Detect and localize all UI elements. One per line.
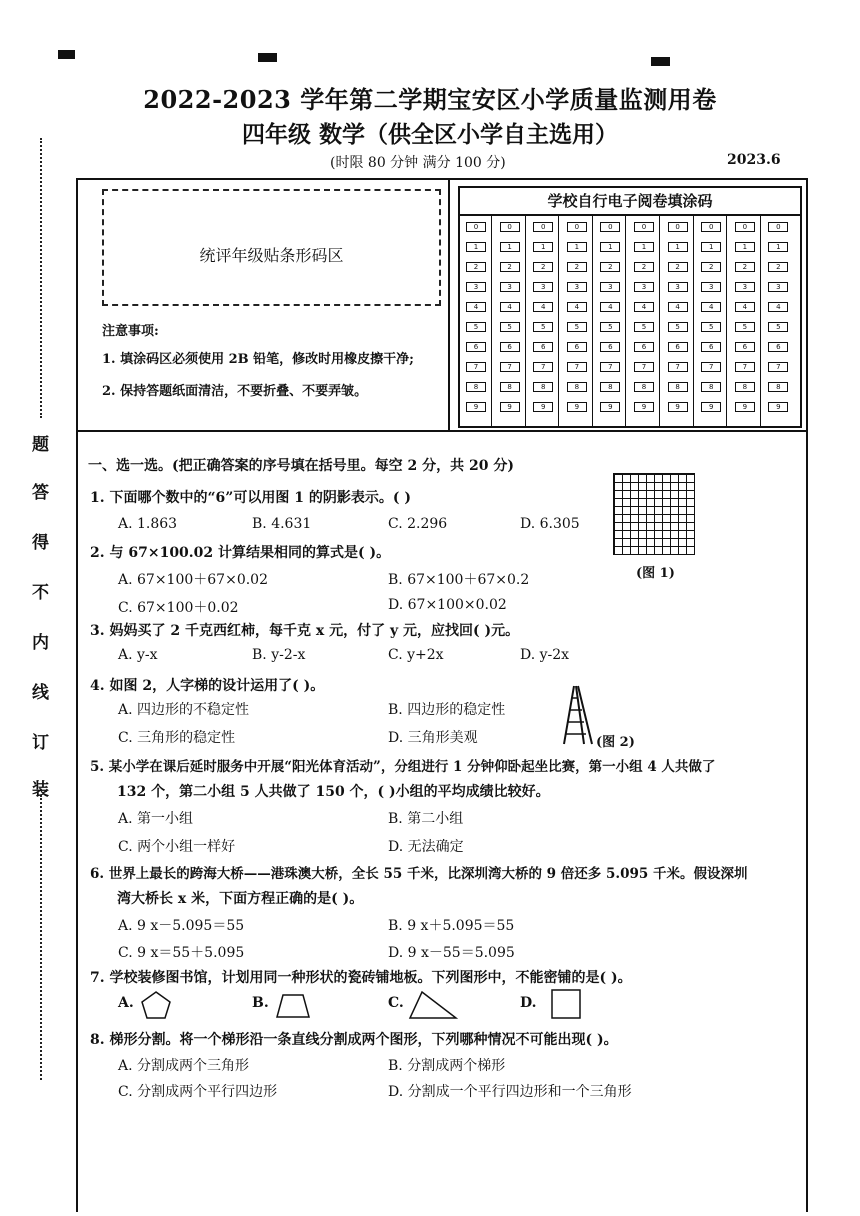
omr-bubble[interactable]: 5 [768, 322, 788, 332]
binding-char: 得 [32, 533, 49, 553]
binding-char: 题 [32, 435, 49, 455]
omr-bubble[interactable]: 9 [668, 402, 688, 412]
omr-bubble[interactable]: 4 [567, 302, 587, 312]
omr-bubble[interactable]: 0 [668, 222, 688, 232]
question-4: 4. 如图 2，人字梯的设计运用了( )。 [90, 678, 325, 694]
omr-column [729, 214, 761, 426]
omr-bubble[interactable]: 2 [600, 262, 620, 272]
section-title: 一、选一选。(把正确答案的序号填在括号里。每空 2 分，共 20 分) [88, 458, 514, 474]
omr-bubble[interactable]: 0 [600, 222, 620, 232]
omr-column [460, 214, 492, 426]
figure-1-grid [613, 473, 695, 555]
omr-bubble[interactable]: 6 [701, 342, 721, 352]
note-item: 1. 填涂码区必须使用 2B 铅笔，修改时用橡皮擦干净; [102, 352, 414, 367]
omr-bubble[interactable]: 1 [600, 242, 620, 252]
trapezoid-shape [275, 993, 311, 1019]
question-8: 8. 梯形分割。将一个梯形沿一条直线分割成两个图形，下列哪种情况不可能出现( )。 [90, 1032, 618, 1048]
option-6b: B. 9 x＋5.095＝55 [388, 918, 515, 934]
omr-bubble[interactable]: 1 [735, 242, 755, 252]
exam-subtitle: 四年级 数学（供全区小学自主选用） [241, 121, 618, 148]
binding-dotted-line-top [40, 138, 42, 418]
omr-bubble[interactable]: 3 [701, 282, 721, 292]
omr-bubble[interactable]: 7 [500, 362, 520, 372]
option-3b: B. y-2-x [252, 647, 306, 663]
omr-bubble[interactable]: 4 [466, 302, 486, 312]
omr-bubble[interactable]: 0 [634, 222, 654, 232]
option-8d: D. 分割成一个平行四边形和一个三角形 [388, 1084, 632, 1100]
binding-char: 内 [32, 633, 49, 653]
omr-bubble[interactable]: 6 [668, 342, 688, 352]
note-item: 2. 保持答题纸面清洁，不要折叠、不要弄皱。 [102, 384, 368, 399]
exam-title: 2022-2023 学年第二学期宝安区小学质量监测用卷 [143, 85, 717, 114]
omr-bubble[interactable]: 8 [634, 382, 654, 392]
omr-bubble[interactable]: 9 [500, 402, 520, 412]
option-8a: A. 分割成两个三角形 [118, 1058, 250, 1074]
omr-bubble[interactable]: 1 [668, 242, 688, 252]
omr-bubble[interactable]: 8 [466, 382, 486, 392]
omr-bubble[interactable]: 3 [600, 282, 620, 292]
omr-bubble[interactable]: 3 [500, 282, 520, 292]
binding-dotted-line-bottom [40, 795, 42, 1080]
omr-bubble[interactable]: 2 [735, 262, 755, 272]
omr-bubble[interactable]: 3 [634, 282, 654, 292]
omr-bubble[interactable]: 0 [701, 222, 721, 232]
omr-bubble[interactable]: 1 [634, 242, 654, 252]
option-5b: B. 第二小组 [388, 811, 464, 827]
question-7: 7. 学校装修图书馆，计划用同一种形状的瓷砖铺地板。下列图形中，不能密铺的是( )。 [90, 970, 632, 986]
question-2: 2. 与 67×100.02 计算结果相同的算式是( )。 [90, 545, 391, 561]
omr-bubble[interactable]: 9 [768, 402, 788, 412]
barcode-area [102, 189, 441, 306]
omr-bubble[interactable]: 5 [701, 322, 721, 332]
omr-bubble[interactable]: 6 [634, 342, 654, 352]
omr-bubble[interactable]: 6 [500, 342, 520, 352]
option-3d: D. y-2x [520, 647, 570, 663]
omr-column [494, 214, 526, 426]
square-shape [550, 988, 582, 1020]
info-box-divider [448, 178, 450, 430]
omr-bubble[interactable]: 5 [600, 322, 620, 332]
option-8c: C. 分割成两个平行四边形 [118, 1084, 278, 1100]
omr-bubble[interactable]: 8 [600, 382, 620, 392]
figure-2-caption: (图 2) [596, 735, 635, 750]
omr-bubble[interactable]: 5 [533, 322, 553, 332]
binding-char: 装 [32, 780, 49, 800]
omr-bubble[interactable]: 8 [701, 382, 721, 392]
omr-bubble[interactable]: 1 [567, 242, 587, 252]
omr-bubble[interactable]: 9 [533, 402, 553, 412]
option-2b: B. 67×100＋67×0.2 [388, 572, 530, 588]
omr-bubble[interactable]: 3 [768, 282, 788, 292]
omr-bubble[interactable]: 0 [466, 222, 486, 232]
question-1: 1. 下面哪个数中的“6”可以用图 1 的阴影表示。( ) [90, 490, 411, 506]
ladder-figure [560, 684, 596, 746]
omr-bubble[interactable]: 5 [500, 322, 520, 332]
omr-bubble[interactable]: 1 [466, 242, 486, 252]
omr-bubble[interactable]: 7 [600, 362, 620, 372]
omr-bubble[interactable]: 2 [768, 262, 788, 272]
option-2c: C. 67×100＋0.02 [118, 600, 239, 616]
omr-bubble[interactable]: 7 [701, 362, 721, 372]
option-5d: D. 无法确定 [388, 839, 464, 855]
omr-bubble[interactable]: 5 [567, 322, 587, 332]
omr-bubble[interactable]: 3 [668, 282, 688, 292]
omr-bubble[interactable]: 1 [500, 242, 520, 252]
omr-column [561, 214, 593, 426]
question-5-line2: 132 个，第二小组 5 人共做了 150 个，( )小组的平均成绩比较好。 [117, 784, 550, 800]
omr-bubble[interactable]: 3 [567, 282, 587, 292]
option-7a: A. [118, 995, 134, 1011]
question-5-line1: 5. 某小学在课后延时服务中开展“阳光体育活动”，分组进行 1 分钟仰卧起坐比赛，第一小组 4 人共做了 [90, 759, 716, 775]
omr-bubble[interactable]: 6 [466, 342, 486, 352]
omr-bubble[interactable]: 7 [668, 362, 688, 372]
option-7b: B. [252, 995, 269, 1011]
option-1a: A. 1.863 [118, 516, 178, 532]
binding-char: 答 [32, 483, 49, 503]
registration-mark-right [651, 57, 670, 66]
omr-bubble[interactable]: 3 [533, 282, 553, 292]
option-4d: D. 三角形美观 [388, 730, 478, 746]
omr-bubble[interactable]: 6 [768, 342, 788, 352]
question-6-line1: 6. 世界上最长的跨海大桥——港珠澳大桥，全长 55 千米，比深圳湾大桥的 9 倍还多 5.095 千米。假设深圳 [90, 866, 748, 882]
omr-bubble[interactable]: 4 [533, 302, 553, 312]
registration-mark-center [258, 53, 277, 62]
option-3a: A. y-x [118, 647, 158, 663]
option-4a: A. 四边形的不稳定性 [118, 702, 250, 718]
omr-bubble[interactable]: 0 [768, 222, 788, 232]
omr-bubble[interactable]: 6 [533, 342, 553, 352]
omr-bubble[interactable]: 5 [466, 322, 486, 332]
omr-bubble[interactable]: 4 [701, 302, 721, 312]
option-8b: B. 分割成两个梯形 [388, 1058, 506, 1074]
omr-bubble[interactable]: 9 [466, 402, 486, 412]
omr-bubble[interactable]: 4 [500, 302, 520, 312]
barcode-label: 统评年级贴条形码区 [199, 246, 344, 265]
option-6a: A. 9 x－5.095＝55 [118, 918, 245, 934]
omr-bubble[interactable]: 8 [500, 382, 520, 392]
option-2a: A. 67×100＋67×0.02 [118, 572, 268, 588]
omr-bubble[interactable]: 1 [533, 242, 553, 252]
omr-column [527, 214, 559, 426]
option-6c: C. 9 x＝55＋5.095 [118, 945, 245, 961]
omr-bubble[interactable]: 2 [668, 262, 688, 272]
omr-bubble[interactable]: 6 [600, 342, 620, 352]
omr-bubble[interactable]: 7 [735, 362, 755, 372]
option-2d: D. 67×100×0.02 [388, 597, 507, 613]
exam-date: 2023.6 [727, 152, 781, 168]
option-3c: C. y+2x [388, 647, 444, 663]
omr-column [662, 214, 694, 426]
option-1b: B. 4.631 [252, 516, 312, 532]
omr-bubble[interactable]: 3 [466, 282, 486, 292]
option-6d: D. 9 x－55＝5.095 [388, 945, 515, 961]
omr-bubble[interactable]: 1 [768, 242, 788, 252]
omr-bubble[interactable]: 4 [600, 302, 620, 312]
omr-bubble[interactable]: 6 [567, 342, 587, 352]
binding-char: 订 [32, 733, 49, 753]
omr-bubble[interactable]: 4 [768, 302, 788, 312]
omr-bubble[interactable]: 0 [567, 222, 587, 232]
option-7c: C. [388, 995, 404, 1011]
omr-bubble[interactable]: 2 [466, 262, 486, 272]
omr-bubble[interactable]: 2 [567, 262, 587, 272]
omr-bubble[interactable]: 2 [500, 262, 520, 272]
omr-bubble[interactable]: 7 [533, 362, 553, 372]
omr-bubble[interactable]: 5 [634, 322, 654, 332]
omr-bubble[interactable]: 6 [735, 342, 755, 352]
option-4b: B. 四边形的稳定性 [388, 702, 506, 718]
omr-bubble[interactable]: 2 [634, 262, 654, 272]
omr-bubble[interactable]: 7 [466, 362, 486, 372]
omr-bubble[interactable]: 7 [567, 362, 587, 372]
question-6-line2: 湾大桥长 x 米，下面方程正确的是( )。 [117, 891, 364, 907]
omr-column [628, 214, 660, 426]
omr-bubble[interactable]: 4 [735, 302, 755, 312]
omr-bubble[interactable]: 9 [567, 402, 587, 412]
omr-column [695, 214, 727, 426]
omr-bubble[interactable]: 4 [668, 302, 688, 312]
omr-bubble[interactable]: 4 [634, 302, 654, 312]
omr-bubble[interactable]: 8 [735, 382, 755, 392]
figure-1-caption: (图 1) [636, 566, 675, 581]
omr-grid [458, 186, 802, 428]
omr-bubble[interactable]: 7 [634, 362, 654, 372]
binding-char: 线 [32, 683, 49, 703]
triangle-shape [408, 990, 458, 1020]
omr-bubble[interactable]: 8 [567, 382, 587, 392]
omr-bubble[interactable]: 0 [735, 222, 755, 232]
omr-bubble[interactable]: 9 [735, 402, 755, 412]
time-limit: (时限 80 分钟 满分 100 分) [330, 155, 506, 171]
omr-bubble[interactable]: 5 [668, 322, 688, 332]
omr-bubble[interactable]: 0 [533, 222, 553, 232]
omr-title: 学校自行电子阅卷填涂码 [460, 188, 800, 216]
omr-bubble[interactable]: 8 [668, 382, 688, 392]
omr-column [594, 214, 626, 426]
omr-bubble[interactable]: 9 [600, 402, 620, 412]
omr-bubble[interactable]: 7 [768, 362, 788, 372]
option-1c: C. 2.296 [388, 516, 448, 532]
omr-bubble[interactable]: 5 [735, 322, 755, 332]
registration-mark-left [58, 50, 75, 59]
omr-bubble[interactable]: 2 [533, 262, 553, 272]
question-3: 3. 妈妈买了 2 千克西红柿，每千克 x 元，付了 y 元，应找回( )元。 [90, 623, 520, 639]
omr-bubble[interactable]: 2 [701, 262, 721, 272]
option-5c: C. 两个小组一样好 [118, 839, 236, 855]
option-4c: C. 三角形的稳定性 [118, 730, 236, 746]
notes-title: 注意事项: [102, 324, 159, 339]
omr-bubble[interactable]: 0 [500, 222, 520, 232]
omr-bubble[interactable]: 3 [735, 282, 755, 292]
pentagon-shape [140, 990, 172, 1020]
omr-bubble[interactable]: 8 [533, 382, 553, 392]
omr-column [762, 214, 793, 426]
omr-bubble[interactable]: 9 [701, 402, 721, 412]
option-7d: D. [520, 995, 537, 1011]
omr-bubble[interactable]: 8 [768, 382, 788, 392]
option-5a: A. 第一小组 [118, 811, 194, 827]
omr-bubble[interactable]: 1 [701, 242, 721, 252]
omr-bubble[interactable]: 9 [634, 402, 654, 412]
binding-char: 不 [32, 583, 49, 603]
option-1d: D. 6.305 [520, 516, 580, 532]
